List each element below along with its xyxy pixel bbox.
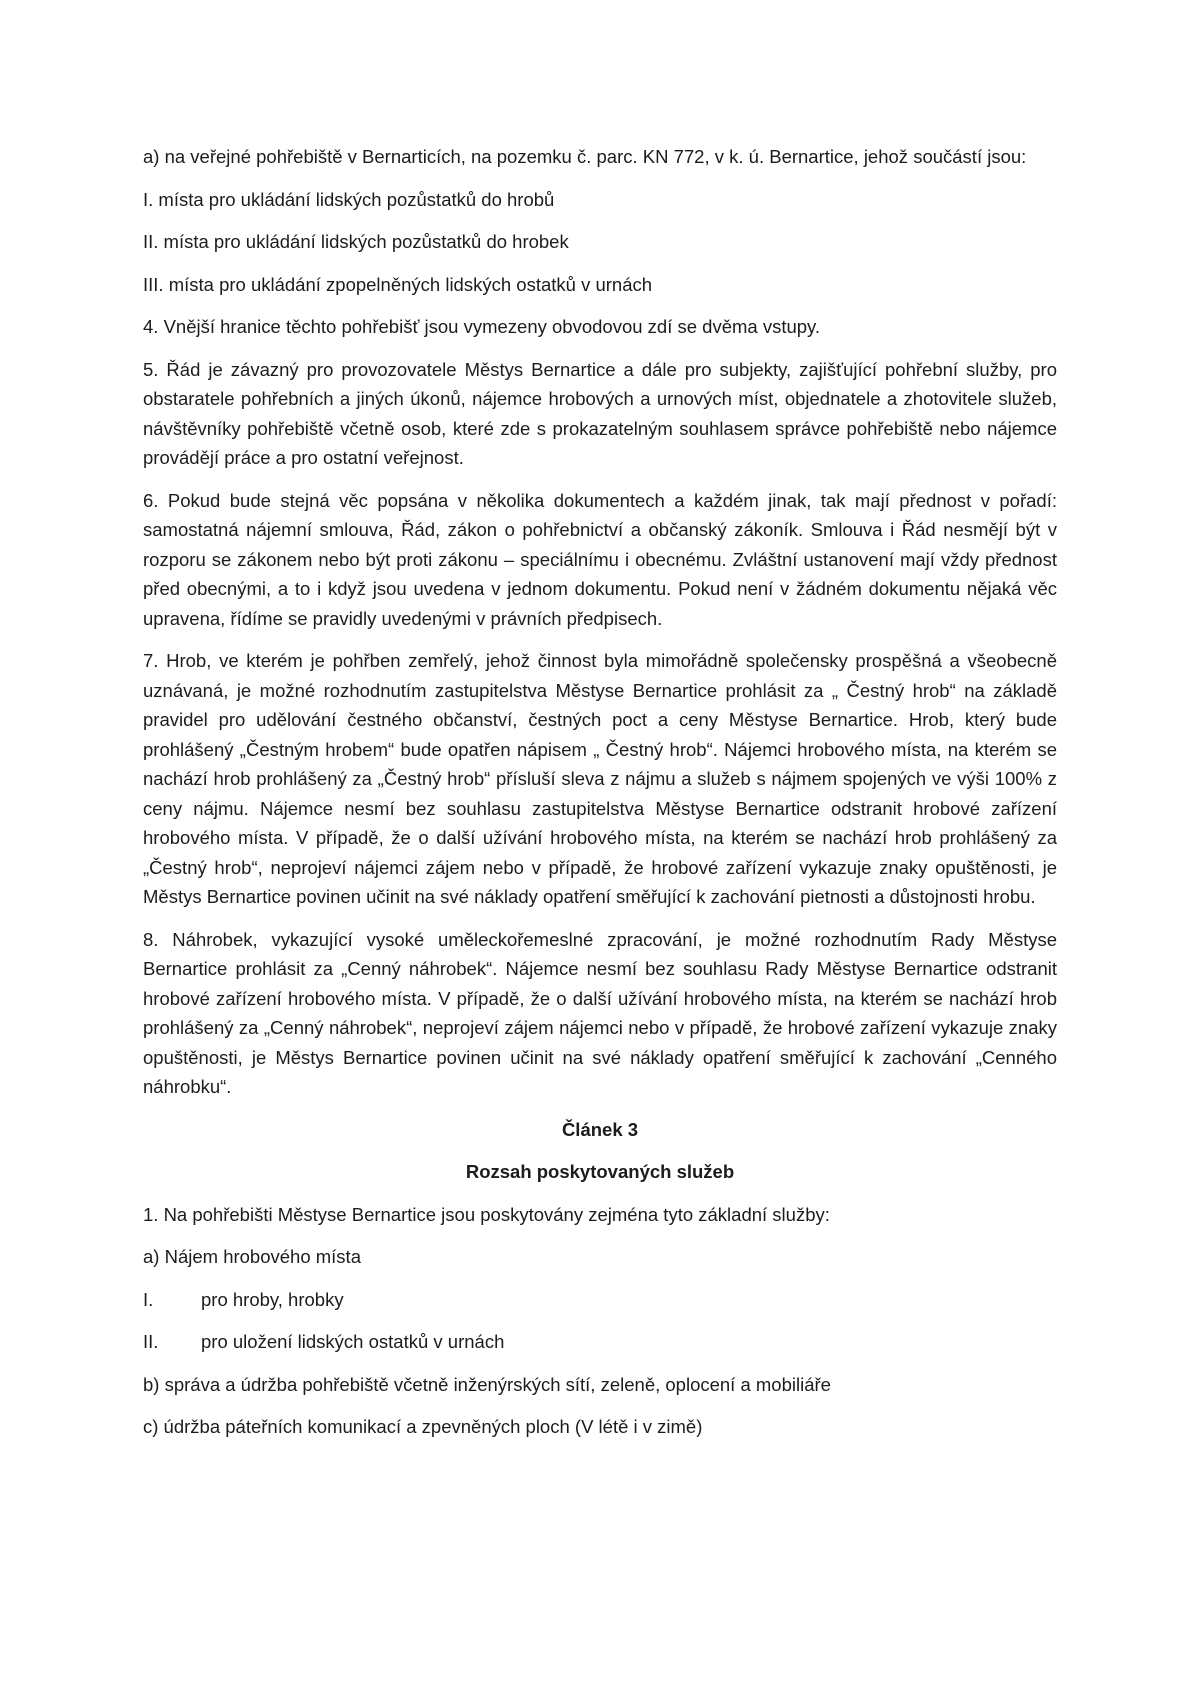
sub-item-urns — [143, 1327, 1057, 1357]
service-item-c: c) údržba páteřních komunikací a zpevněných ploch (V létě i v zimě) — [143, 1416, 703, 1437]
sub-item-text: pro uložení lidských ostatků v urnách — [201, 1331, 505, 1352]
paragraph-5: 5. Řád je závazný pro provozovatele Městys Bernartice a dále pro subjekty, zajišťující pohřební služby, pro obstaratele pohřebních a jiných úkonů, nájemce hrobových a urnových míst, objednatele a zhotovitele služeb, návštěvníky pohřebiště včetně osob, které zde s prokazatelným souhlasem správce pohřebiště nebo nájemce provádějí práce a pro ostatní veřejnost. — [143, 358, 1057, 468]
service-item-a: a) Nájem hrobového místa — [143, 1246, 361, 1267]
paragraph-item-ii: II. místa pro ukládání lidských pozůstatků do hrobek — [143, 231, 569, 252]
sub-item-graves — [143, 1285, 1057, 1315]
sub-item-number: I. — [143, 1288, 154, 1310]
paragraph-item-i: I. místa pro ukládání lidských pozůstatků do hrobů — [143, 188, 555, 210]
sub-item-text: pro hroby, hrobky — [201, 1288, 344, 1310]
paragraph-4: 4. Vnější hranice těchto pohřebišť jsou vymezeny obvodovou zdí se dvěma vstupy. — [143, 316, 821, 337]
article-title: Rozsah poskytovaných služeb — [465, 1161, 735, 1182]
service-item-b: b) správa a údržba pohřebiště včetně inženýrských sítí, zeleně, oplocení a mobiliáře — [143, 1373, 831, 1395]
paragraph-item-iii: III. místa pro ukládání zpopelněných lidských ostatků v urnách — [143, 273, 653, 295]
sub-item-number: II. — [143, 1331, 159, 1352]
paragraph-7: 7. Hrob, ve kterém je pohřben zemřelý, jehož činnost byla mimořádně společensky prospěšná a všeobecně uznávaná, je možné rozhodnutím zastupitelstva Městyse Bernartice prohlásit za „ Čestný hrob“ na základě pravidel pro udělování čestného občanství, čestných poct a ceny Městyse Bernartice. Hrob, který bude prohlášený „Čestným hrobem“ bude opatřen nápisem „ Čestný hrob“. Nájemci hrobového místa, na kterém se nachází hrob prohlášený za „Čestný hrob“ přísluší sleva z nájmu a služeb s nájmem spojených ve výši 100% z ceny nájmu. Nájemce nesmí bez souhlasu zastupitelstva Městyse Bernartice odstranit hrobové zařízení hrobového místa. V případě, že o další užívání hrobového místa, na kterém se nachází hrob prohlášený za „Čestný hrob“, neprojeví nájemci zájem nebo v případě, že hrobové zařízení vykazuje znaky opuštěnosti, je Městys Bernartice povinen učinit na své náklady opatření směřující k zachování pietnosti a důstojnosti hrobu. — [143, 650, 1057, 907]
paragraph-6: 6. Pokud bude stejná věc popsána v několika dokumentech a každém jinak, tak mají přednost v pořadí: samostatná nájemní smlouva, Řád, zákon o pohřebnictví a občanský zákoník. Smlouva i Řád nesmějí být v rozporu se zákonem nebo být proti zákonu – speciálnímu i obecnému. Zvláštní ustanovení mají vždy přednost před obecnými, a to i když jsou uvedena v jednom dokumentu. Pokud není v žádném dokumentu nějaká věc upravena, řídíme se pravidly uvedenými v právních předpisech. — [143, 489, 1057, 629]
services-intro: 1. Na pohřebišti Městyse Bernartice jsou poskytovány zejména tyto základní služby: — [143, 1203, 830, 1225]
article-number: Článek 3 — [561, 1118, 639, 1140]
paragraph-8: 8. Náhrobek, vykazující vysoké uměleckořemeslné zpracování, je možné rozhodnutím Rady Městyse Bernartice prohlásit za „Cenný náhrobek“. Nájemce nesmí bez souhlasu Rady Městyse Bernartice odstranit hrobové zařízení hrobového místa. V případě, že o další užívání hrobového místa, na kterém se nachází hrob prohlášený za „Cenný náhrobek“, neprojeví zájem nájemci nebo v případě, že hrobové zařízení vykazuje znaky opuštěnosti, je Městys Bernartice povinen učinit na své náklady opatření směřující k zachování „Cenného náhrobku“. — [143, 928, 1057, 1097]
paragraph-public-cemetery: a) na veřejné pohřebiště v Bernarticích, na pozemku č. parc. KN 772, v k. ú. Bernartice, jehož součástí jsou: — [143, 146, 1027, 167]
